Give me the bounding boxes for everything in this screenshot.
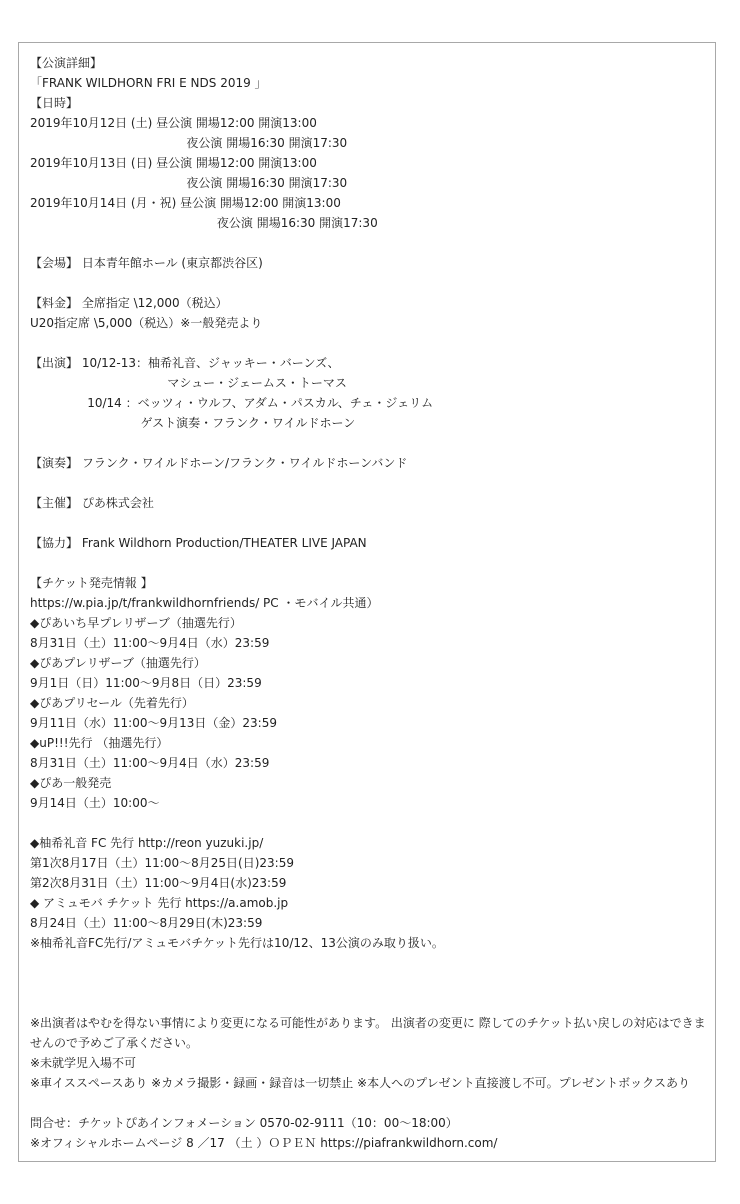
heading-ticket-info: 【チケット発売情報 】 (30, 576, 153, 590)
inquiry-line: 問合せ：チケットぴあインフォメーション 0570-02-9111（10：00〜18:00） (30, 1116, 458, 1130)
cast-change-notice: ※出演者はやむを得ない事情により変更になる可能性があります。 出演者の変更に 際してのチケット払い戻しの対応はできませんので予めご了承ください。 (30, 1016, 706, 1050)
ticket-sale-item: ◆ぴあプレリザーブ（抽選先行） (30, 656, 206, 670)
ticket-sale-item: ◆uP!!!先行 （抽選先行） (30, 736, 169, 750)
price-line: U20指定席 \5,000（税込）※一般発売より (30, 316, 263, 330)
amumoba-presale-line: ◆ アミュモバ チケット 先行 https://a.amob.jp (30, 896, 289, 910)
schedule-line: 2019年10月14日 (月・祝) 昼公演 開場12:00 開演13:00 (30, 196, 341, 210)
schedule-line: 夜公演 開場16:30 開演17:30 (30, 216, 378, 230)
schedule-line: 2019年10月12日 (土) 昼公演 開場12:00 開演13:00 (30, 116, 317, 130)
cast-line: ゲスト演奏・フランク・ワイルドホーン (30, 416, 356, 430)
ticket-sale-item: ◆ぴあいち早プレリザーブ（抽選先行） (30, 616, 242, 630)
event-detail-box (18, 42, 716, 1162)
event-detail-text (30, 53, 707, 1153)
price-line: 【料金】 全席指定 \12,000（税込） (30, 296, 228, 310)
spacer (30, 233, 707, 253)
schedule-line: 夜公演 開場16:30 開演17:30 (30, 136, 348, 150)
presale-note: ※柚希礼音FC先行/アミュモバチケット先行は10/12、13公演のみ取り扱い。 (30, 936, 444, 950)
event-title: 「FRANK WILDHORN FRI E NDS 2019 」 (30, 76, 267, 90)
ticket-sale-period: 9月11日（水）11:00〜9月13日（金）23:59 (30, 716, 277, 730)
spacer (30, 553, 707, 573)
spacer (30, 953, 707, 993)
amumoba-presale-period: 8月24日（土）11:00〜8月29日(木)23:59 (30, 916, 263, 930)
fanclub-presale-period: 第1次8月17日（土）11:00〜8月25日(日)23:59 (30, 856, 294, 870)
ticket-sale-period: 9月1日（日）11:00〜9月8日（日）23:59 (30, 676, 262, 690)
schedule-line: 夜公演 開場16:30 開演17:30 (30, 176, 348, 190)
official-site-line: ※オフィシャルホームページ 8 ／17 （土 ）ＯＰＥＮ https://piafrankwildhorn.com/ (30, 1136, 498, 1150)
ticket-sale-period: 8月31日（土）11:00〜9月4日（水）23:59 (30, 636, 270, 650)
venue-rules-notice: ※車イススペースあり ※カメラ撮影・録画・録音は一切禁止 ※本人へのプレゼント直接渡し不可。プレゼントボックスあり (30, 1076, 690, 1090)
spacer (30, 993, 707, 1013)
cast-line: マシュー・ジェームス・トーマス (30, 376, 347, 390)
performance-line: 【演奏】 フランク・ワイルドホーン/フランク・ワイルドホーンバンド (30, 456, 408, 470)
venue-line: 【会場】 日本青年館ホール (東京都渋谷区) (30, 256, 263, 270)
organizer-line: 【主催】 ぴあ株式会社 (30, 496, 154, 510)
spacer (30, 273, 707, 293)
spacer (30, 813, 707, 833)
ticket-sale-item: ◆ぴあプリセール（先着先行） (30, 696, 194, 710)
ticket-url-line: https://w.pia.jp/t/frankwildhornfriends/ PC ・モバイル共通） (30, 596, 379, 610)
fanclub-presale-period: 第2次8月31日（土）11:00〜9月4日(水)23:59 (30, 876, 287, 890)
age-restriction-notice: ※未就学児入場不可 (30, 1056, 137, 1070)
spacer (30, 1093, 707, 1113)
heading-event-detail: 【公演詳細】 (30, 56, 103, 70)
heading-datetime: 【日時】 (30, 96, 79, 110)
spacer (30, 513, 707, 533)
cast-line: 【出演】 10/12-13：柚希礼音、ジャッキー・バーンズ、 (30, 356, 340, 370)
ticket-sale-period: 9月14日（土）10:00〜 (30, 796, 160, 810)
spacer (30, 473, 707, 493)
spacer (30, 333, 707, 353)
schedule-line: 2019年10月13日 (日) 昼公演 開場12:00 開演13:00 (30, 156, 317, 170)
fanclub-presale-line: ◆柚希礼音 FC 先行 http://reon yuzuki.jp/ (30, 836, 264, 850)
cast-line: 10/14 ：ベッツィ・ウルフ、アダム・パスカル、チェ・ジェリム (30, 396, 434, 410)
cooperation-line: 【協力】 Frank Wildhorn Production/THEATER LIVE JAPAN (30, 536, 367, 550)
ticket-sale-period: 8月31日（土）11:00〜9月4日（水）23:59 (30, 756, 270, 770)
spacer (30, 433, 707, 453)
ticket-sale-item: ◆ぴあ一般発売 (30, 776, 112, 790)
